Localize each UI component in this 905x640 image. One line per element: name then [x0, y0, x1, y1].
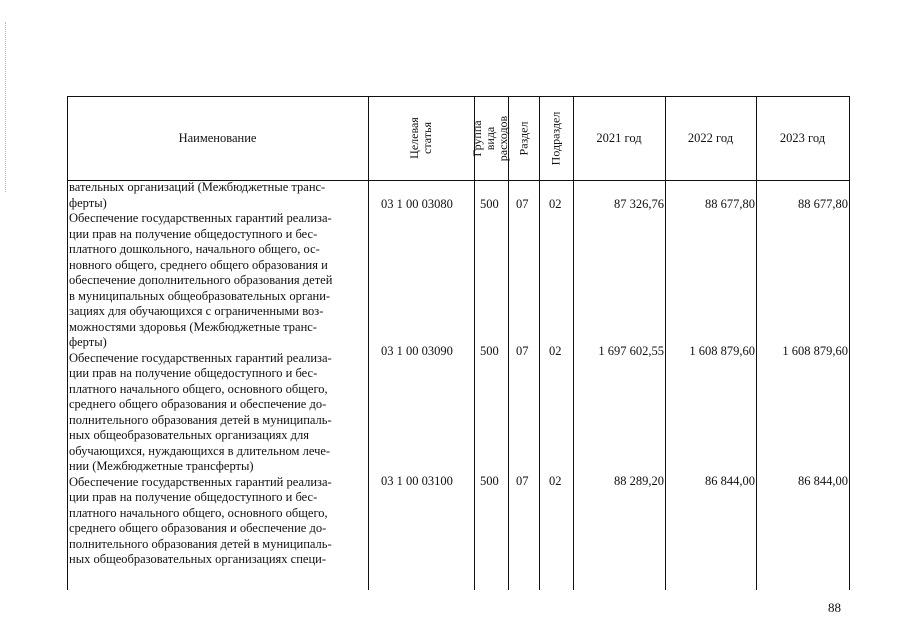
scan-margin-mark	[5, 22, 7, 192]
name-line: платного дошкольного, начального общего, ос-	[69, 242, 320, 256]
header-name-label: Наименование	[178, 130, 257, 145]
name-line: вательных организаций (Межбюджетные транс-	[69, 180, 326, 194]
header-2023-label: 2023 год	[779, 130, 826, 145]
row3-2021: 88 289,20	[614, 474, 664, 488]
name-line: ферты)	[69, 335, 107, 349]
header-target	[368, 96, 474, 180]
header-2021	[573, 96, 665, 180]
name-line: обучающихся, нуждающихся в длительном лече-	[69, 443, 331, 458]
row3-2022: 86 844,00	[705, 474, 755, 488]
header-subsection	[539, 96, 573, 180]
header-group	[470, 96, 511, 180]
header-2022	[665, 96, 756, 180]
row2-2021: 1 697 602,55	[598, 344, 664, 358]
header-section-label: Раздел	[516, 121, 531, 155]
name-line: полнительного образования детей в муниципаль-	[69, 536, 332, 551]
page-number: 88	[828, 600, 841, 615]
name-line: ции прав на получение общедоступного и бес-	[69, 490, 318, 504]
header-2023	[756, 96, 849, 180]
name-line: полнительного образования детей в муниципаль-	[69, 412, 332, 427]
name-line: нии (Межбюджетные трансферты)	[69, 459, 254, 473]
name-line: ных общеобразовательных организациях специ-	[69, 552, 327, 566]
name-line: среднего общего образования и обеспечение до-	[69, 397, 327, 411]
row2-2022: 1 608 879,60	[689, 344, 755, 358]
row1-2022: 88 677,80	[705, 197, 755, 211]
header-group-label: Группа вида расходов	[470, 115, 511, 161]
name-line: ферты)	[69, 195, 107, 210]
name-line: среднего общего образования и обеспечение до-	[69, 521, 327, 535]
row3-group: 500	[480, 474, 499, 488]
name-line: ных общеобразовательных организациях для	[69, 428, 310, 442]
row1-2021: 87 326,76	[614, 197, 664, 211]
row3-target: 03 1 00 03100	[381, 474, 453, 488]
budget-table	[67, 96, 850, 590]
row2-subsection: 02	[549, 344, 562, 358]
row1-subsection: 02	[549, 197, 562, 211]
name-line: платного начального общего, основного общего,	[69, 381, 328, 396]
row2-2023: 1 608 879,60	[782, 344, 848, 358]
name-line: новного общего, среднего общего образования и	[69, 257, 328, 272]
row3-subsection: 02	[549, 474, 562, 488]
header-2021-label: 2021 год	[596, 130, 642, 145]
col-border-8	[849, 96, 850, 590]
header-name	[67, 96, 368, 180]
header-subsection-label: Подраздел	[548, 111, 563, 165]
name-column	[69, 180, 365, 568]
row3-2023: 86 844,00	[798, 474, 848, 488]
row2-section: 07	[516, 344, 529, 358]
row2-target: 03 1 00 03090	[381, 344, 453, 358]
name-line: в муниципальных общеобразовательных органи-	[69, 288, 331, 303]
row1-group: 500	[480, 197, 499, 211]
row2-group: 500	[480, 344, 499, 358]
header-section	[508, 96, 539, 180]
row1-target: 03 1 00 03080	[381, 197, 453, 211]
name-line: обеспечение дополнительного образования детей	[69, 273, 333, 287]
name-line: можностями здоровья (Межбюджетные транс-	[69, 319, 317, 334]
name-line: Обеспечение государственных гарантий реализа-	[69, 211, 332, 225]
row1-section: 07	[516, 197, 529, 211]
header-target-label: Целевая статья	[407, 117, 434, 159]
row1-2023: 88 677,80	[798, 197, 848, 211]
name-line: ции прав на получение общедоступного и бес-	[69, 366, 318, 380]
name-line: зациях для обучающихся с ограниченными воз-	[69, 304, 324, 318]
name-line: Обеспечение государственных гарантий реализа-	[69, 350, 332, 365]
name-line: платного начального общего, основного общего,	[69, 505, 328, 520]
header-2022-label: 2022 год	[687, 130, 734, 145]
name-line: ции прав на получение общедоступного и бес-	[69, 226, 318, 241]
name-line: Обеспечение государственных гарантий реализа-	[69, 474, 332, 489]
row3-section: 07	[516, 474, 529, 488]
